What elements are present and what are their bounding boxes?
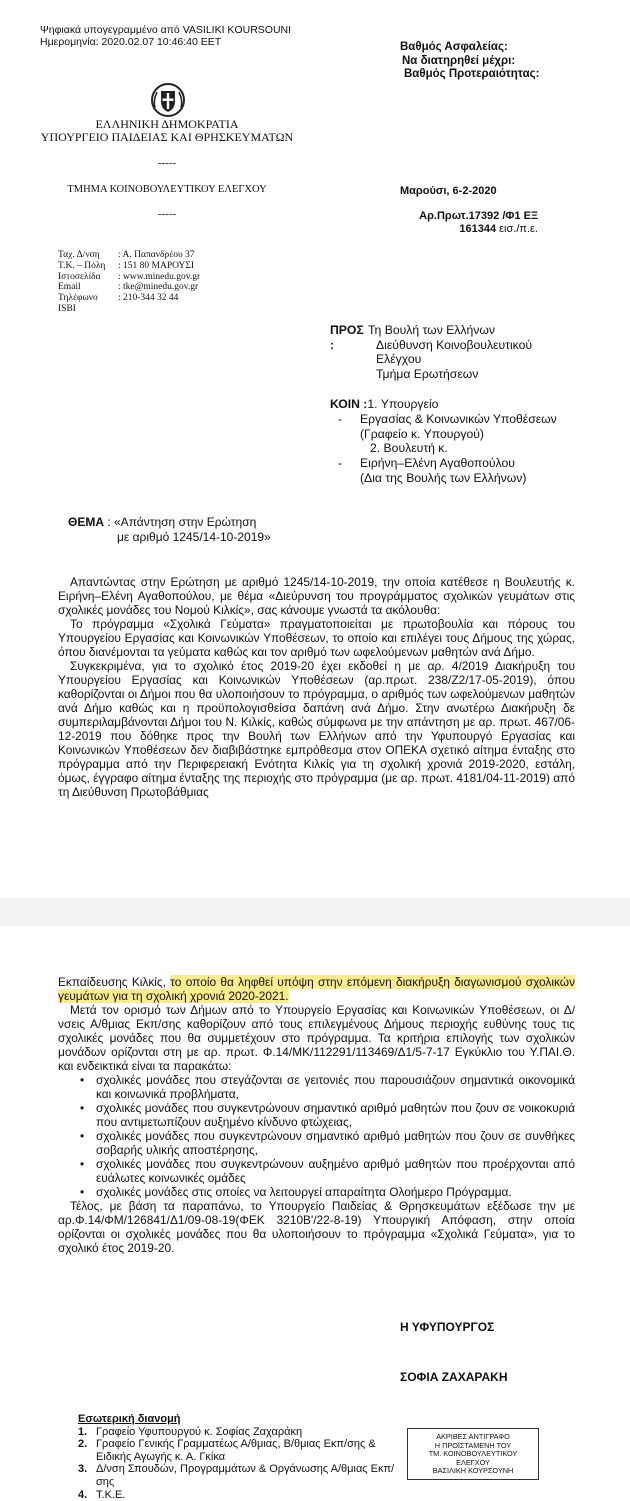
contact-label: Ιστοσελίδα	[58, 271, 101, 282]
stamp-line: ΒΑΣΙΛΙΚΗ ΚΟΥΡΣΟΥΝΗ	[432, 1466, 514, 1476]
contact-value: : tke@minedu.gov.gr	[118, 282, 199, 293]
protocol-suffix: εισ./π.ε.	[496, 223, 538, 235]
list-item: • σχολικές μονάδες στις οποίες να λειτουργεί απαραίτητα Ολοήμερο Πρόγραμμα.	[58, 1185, 575, 1199]
contact-value	[118, 304, 200, 315]
list-item: • σχολικές μονάδες που στεγάζονται σε γειτονιές που παρουσιάζουν σημαντικά οικονομικά και κοινωνικά προβλήματα,	[58, 1073, 575, 1101]
subject-label: ΘΕΜΑ	[68, 515, 104, 529]
coat-of-arms-icon	[150, 82, 186, 118]
koin-row	[330, 427, 557, 442]
subject-row	[68, 515, 271, 530]
koin-row	[330, 471, 557, 486]
security-block	[400, 41, 539, 82]
recipients-cc	[330, 397, 557, 486]
protocol-number-value: 161344	[459, 223, 497, 235]
koin-line: (Γραφείο κ. Υπουργού)	[360, 426, 484, 441]
contact-value: : Α. Παπανδρέου 37	[118, 250, 195, 260]
ministry-header	[40, 118, 294, 170]
contact-row	[58, 282, 200, 293]
paragraph-continued	[58, 975, 575, 1003]
koin-line: Ειρήνη–Ελένη Αγαθοπούλου	[360, 456, 515, 471]
department-title: ΤΜΗΜΑ ΚΟΙΝΟΒΟΥΛΕΥΤΙΚΟΥ ΕΛΕΓΧΟΥ	[67, 184, 267, 195]
koin-line: Εργασίας & Κοινωνικών Υποθέσεων	[360, 411, 557, 426]
signatory-name: ΣΟΦΙΑ ΖΑΧΑΡΑΚΗ	[400, 1370, 508, 1384]
paragraph: Τέλος, με βάση τα παραπάνω, το Υπουργείο Παιδείας & Θρησκευμάτων εξέδωσε την με αρ.Φ.14/ΦΜ/126841/Δ1/09-08-19(ΦΕΚ 3210Β'/22-8-19) Υπουργική Απόφαση, στην οποία ορίζονται οι σχολικές μονάδες που θα υλοποιήσουν το πρόγραμμα «Σχολικά Γεύματα», για το σχολικό έτος 2019-20.	[58, 1199, 575, 1255]
paragraph: Το πρόγραμμα «Σχολικά Γεύματα» πραγματοποιείται με πρωτοβουλία και πόρους του Υπουργείου Εργασίας και Κοινωνικών Υποθέσεων, το οποίο και επιλέγει τους Δήμους της χώρας, όπου διανέμονται τα γεύματα καθώς και τον αριθμό των ωφελούμενων μαθητών ανά Δήμο.	[58, 617, 575, 659]
signatory-title: Η ΥΦΥΠΟΥΡΓΟΣ	[400, 1320, 495, 1334]
highlighted-text: το οποίο θα ληφθεί υπόψη στην επόμενη διακήρυξη διαγωνισμού σχολικών γευμάτων για τη σχολική χρονιά 2020-2021.	[58, 975, 576, 1003]
contact-row	[58, 250, 200, 261]
koin-line: 1. Υπουργείο	[367, 397, 439, 411]
koin-line: (Δια της Βουλής των Ελλήνων)	[360, 470, 527, 485]
list-item: • σχολικές μονάδες που συγκεντρώνουν αυξημένο αριθμό μαθητών που προέρχονται από ευάλωτες κοινωνικές ομάδες	[58, 1157, 575, 1185]
list-item: • σχολικές μονάδες που συγκεντρώνουν σημαντικό αριθμό μαθητών που ζουν σε νοικοκυριά που αντιμετωπίζουν αυξημένο κίνδυνο φτώχειας,	[58, 1101, 575, 1129]
signature-date: Ημερομηνία: 2020.02.07 10:46:40 EET	[40, 36, 222, 48]
subject-line: με αριθμό 1245/14-10-2019»	[117, 529, 271, 544]
koin-line: 2. Βουλευτή κ.	[370, 441, 448, 456]
security-classification: Βαθμός Ασφαλείας:	[400, 41, 508, 53]
list-item: • σχολικές μονάδες που συγκεντρώνουν σημαντικό αριθμό μαθητών που ζουν σε συνθήκες σοβαρής υλικής αποστέρησης,	[58, 1129, 575, 1157]
pros-line: Τμήμα Ερωτήσεων	[376, 366, 479, 381]
contact-label: ISBI	[58, 303, 76, 314]
contact-row	[58, 261, 200, 272]
koin-row: - Ειρήνη–Ελένη Αγαθοπούλου	[338, 456, 515, 471]
paragraph: Απαντώντας στην Ερώτηση με αριθμό 1245/14-10-2019, την οποία κατέθεσε η Βουλευτής κ. Ειρήνη–Ελένη Αγαθοπούλου, με θέμα «Διεύρυνση του προγράμματος σχολικών γευμάτων στις σχολικές μονάδες του Νομού Κιλκίς», σας κάνουμε γνωστά τα ακόλουθα:	[58, 575, 575, 617]
koin-row: - Εργασίας & Κοινωνικών Υποθέσεων	[338, 411, 557, 426]
subject-block	[68, 515, 271, 544]
subject-line: : «Απάντηση στην Ερώτηση	[107, 515, 257, 529]
recipients-to	[330, 323, 532, 381]
contact-label: Ταχ. Δ/νση	[58, 250, 100, 260]
distribution-item: 4. Τ.Κ.Ε.	[78, 1488, 126, 1501]
koin-row	[330, 441, 557, 456]
contact-row	[58, 272, 200, 283]
contact-value: : www.minedu.gov.gr	[118, 271, 201, 282]
ministry-title: ΥΠΟΥΡΓΕΙΟ ΠΑΙΔΕΙΑΣ ΚΑΙ ΘΡΗΣΚΕΥΜΑΤΩΝ	[40, 130, 294, 144]
paragraph: Συγκεκριμένα, για το σχολικό έτος 2019-20 έχει εκδοθεί η με αρ. 4/2019 Διακήρυξη του Υπουργείου Εργασίας και Κοινωνικών Υποθέσεων (αρ.πρωτ. 238/Ζ2/17-05-2019), όπου καθορίζονται οι Δήμοι που θα υλοποιήσουν το πρόγραμμα, ο αριθμός των ωφελούμενων μαθητών ανά Δήμο καθώς και η προϋπολογισθείσα δαπάνη ανά Δήμο. Στην ανωτέρω Διακήρυξη δε συμπεριλαμβάνονται Δήμοι του Ν. Κιλκίς, καθώς σύμφωνα με την απάντηση με αρ. πρωτ. 467/06-12-2019 που δόθηκε προς την Βουλή των Ελλήνων από την Υφυπουργό Εργασίας και Κοινωνικών Υποθέσεων δεν διαβιβάστηκε εμπρόθεσμα στον ΟΠΕΚΑ σχετικό αίτημα ένταξης στο πρόγραμμα από την Περιφερειακή Ενότητα Κιλκίς για τη σχολική χρονιά 2019-2020, εστάλη, όμως, έγγραφο αίτημα ένταξης της περιοχής στο πρόγραμμα (με αρ. πρωτ. 4181/04-11-2019) από τη Διεύθυνση Πρωτοβάθμιας	[58, 659, 575, 799]
contact-value: : 210-344 32 44	[118, 293, 179, 304]
security-priority: Βαθμός Προτεραιότητας:	[404, 68, 540, 80]
pros-line: Τη Βουλή των Ελλήνων	[368, 323, 495, 337]
koin-label: ΚΟΙΝ :	[330, 397, 368, 411]
page-break	[0, 898, 630, 926]
paragraph: Μετά τον ορισμό των Δήμων από το Υπουργείο Εργασίας και Κοινωνικών Υποθέσεων, οι Δ/νσεις Α/θμιας Εκπ/σης καθορίζουν από τους επιλεγμένους Δήμους περιοχής ευθύνης τους τις σχολικές μονάδες που θα συμμετέχουν στο πρόγραμμα. Τα κριτήρια επιλογής των σχολικών μονάδων ορίζονται στη με αρ. πρωτ. Φ.14/ΜΚ/112291/113469/Δ1/5-7-17 Εγκύκλιο του Υ.ΠΑΙ.Θ. και ενδεικτικά είναι τα παρακάτω:	[58, 1003, 575, 1073]
pros-line: Διεύθυνση Κοινοβουλευτικού	[376, 337, 533, 352]
contact-details	[58, 250, 200, 315]
pros-label: ΠΡΟΣ :	[330, 323, 364, 352]
digital-signature	[40, 24, 291, 48]
department-divider: -----	[157, 208, 177, 220]
pros-line: Ελέγχου	[376, 352, 422, 366]
pros-lines	[368, 323, 532, 381]
stamp-line: ΑΚΡΙΒΕΣ ΑΝΤΙΓΡΑΦΟ	[436, 1432, 510, 1441]
contact-label: Email	[58, 282, 81, 293]
contact-label: Τ.Κ. – Πόλη	[58, 260, 106, 271]
republic-title: ΕΛΛΗΝΙΚΗ ΔΗΜΟΚΡΑΤΙΑ	[95, 117, 239, 131]
distribution-item: 3. Δ/νση Σπουδών, Προγραμμάτων & Οργάνωσης Α/θμιας Εκπ/σης	[78, 1463, 395, 1488]
header-divider: -----	[157, 157, 177, 169]
letter-body-page1	[58, 575, 575, 799]
contact-value: : 151 80 ΜΑΡΟΥΣΙ	[118, 260, 195, 271]
contact-label: Τηλέφωνο	[58, 293, 98, 304]
contact-row	[58, 304, 200, 315]
distribution-item: 2. Γραφείο Γενικής Γραμματέως Α/θμιας, Β/θμιας Εκπ/σης & Ειδικής Αγωγής κ. Α. Γκίκα	[78, 1438, 376, 1463]
internal-distribution	[78, 1413, 398, 1501]
stamp-line: Η ΠΡΟΪΣΤΑΜΕΝΗ ΤΟΥ	[434, 1440, 512, 1450]
koin-row	[330, 397, 557, 412]
signature-line: Ψηφιακά υπογεγραμμένο από VASILIKI KOURSOUNI	[40, 24, 292, 36]
stamp-line: ΤΜ. ΚΟΙΝΟΒΟΥΛΕΥΤΙΚΟΥ	[428, 1449, 518, 1459]
distribution-title: Εσωτερική διανομή	[78, 1413, 181, 1425]
protocol-line1: Αρ.Πρωτ.17392 /Φ1 ΕΞ	[419, 210, 538, 222]
distribution-item: 1. Γραφείο Υφυπουργού κ. Σοφίας Ζαχαράκη	[78, 1425, 303, 1438]
stamp-line: ΕΛΕΓΧΟΥ	[456, 1457, 490, 1467]
security-retain: Να διατηρηθεί μέχρι:	[402, 54, 516, 67]
place-date: Μαρούσι, 6-2-2020	[400, 185, 497, 197]
criteria-list	[58, 1073, 575, 1199]
paragraph-text: Εκπαίδευσης Κιλκίς,	[58, 975, 171, 989]
certified-copy-stamp	[407, 1428, 539, 1480]
contact-row	[58, 293, 200, 304]
protocol-number	[398, 210, 538, 236]
letter-body-page2	[58, 975, 575, 1255]
protocol-line2	[398, 223, 538, 236]
department-block	[40, 184, 294, 220]
